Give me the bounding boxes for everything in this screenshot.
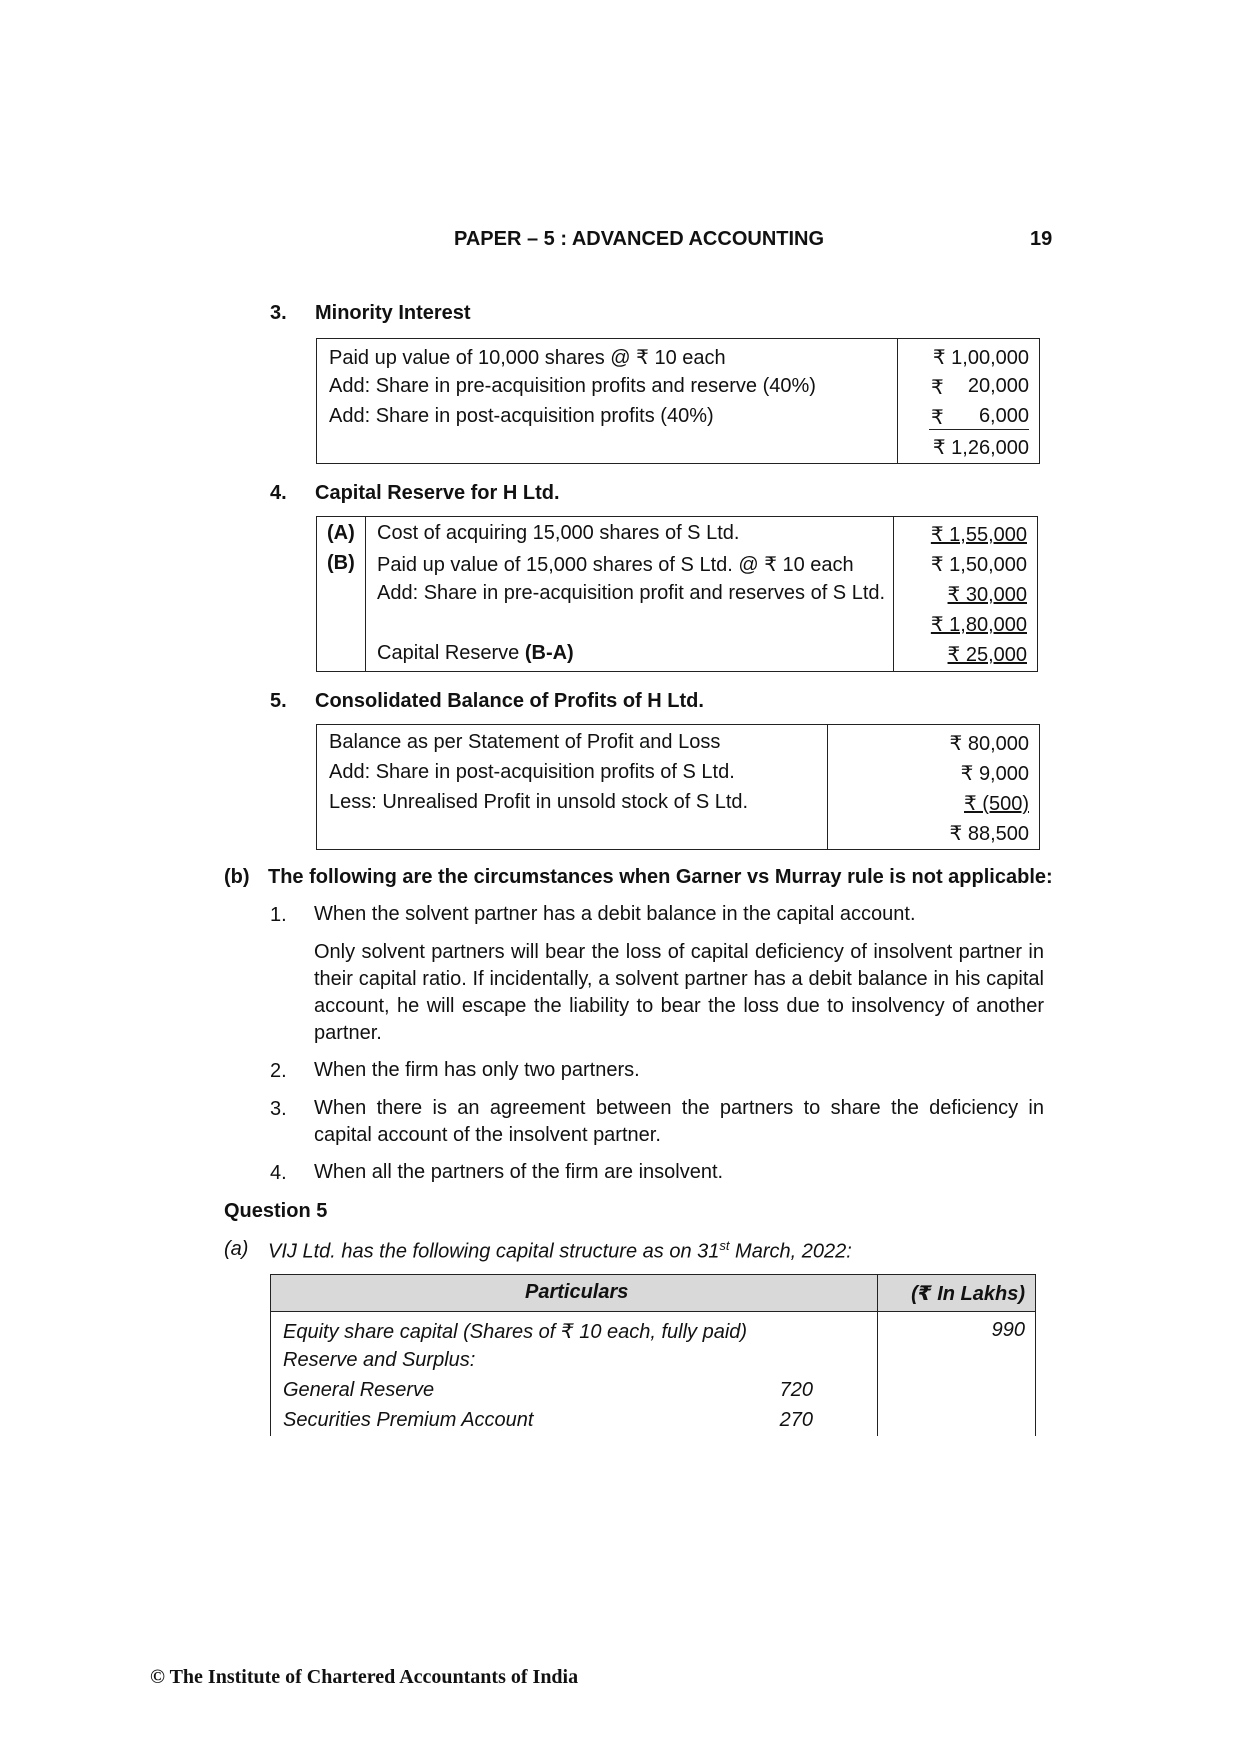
table-row-amount: ₹ (500)	[964, 793, 1029, 815]
paragraph: Only solvent partners will bear the loss of capital deficiency of insolvent partner in their capital ratio. If incidentally, a solvent partner has a debit balance in his capital account, he will escape the liability to bear the loss due to insolvency of another partner.	[314, 941, 1044, 1044]
section-title: Capital Reserve for H Ltd.	[315, 482, 560, 504]
table-row-amount: 990	[991, 1319, 1025, 1341]
list-number: 1.	[270, 904, 287, 926]
header-amount: (₹ In Lakhs)	[911, 1283, 1025, 1305]
table-row-label: Less: Unrealised Profit in unsold stock of S Ltd.	[329, 791, 749, 813]
table-row-label: Add: Share in post-acquisition profits of S Ltd.	[329, 761, 735, 783]
row-marker: (A)	[327, 522, 355, 544]
consolidated-profits-table	[316, 724, 1040, 850]
part-heading: The following are the circumstances when Garner vs Murray rule is not applicable:	[268, 866, 1053, 888]
part-marker: (b)	[224, 866, 250, 888]
table-row-amount: ₹ 1,55,000	[930, 524, 1027, 546]
table-row-amount: ₹ 1,80,000	[930, 614, 1027, 636]
table-row-label: Capital Reserve (B-A)	[377, 642, 574, 664]
rupee-symbol: ₹	[931, 377, 944, 399]
table-row-label: Securities Premium Account	[283, 1409, 534, 1431]
table-row-amount: ₹ 1,50,000	[930, 554, 1027, 576]
question-intro: VIJ Ltd. has the following capital structure as on 31st March, 2022:	[268, 1238, 852, 1263]
capital-structure-table	[270, 1274, 1036, 1436]
list-item: When the firm has only two partners.	[314, 1059, 640, 1081]
list-item: When all the partners of the firm are insolvent.	[314, 1161, 724, 1183]
list-number: 3.	[270, 1098, 287, 1120]
table-row-label: Paid up value of 15,000 shares of S Ltd. @ ₹ 10 each	[377, 554, 854, 576]
table-row-mid-amount: 720	[779, 1379, 813, 1401]
page-title: PAPER – 5 : ADVANCED ACCOUNTING	[454, 228, 825, 250]
table-row-label: Add: Share in post-acquisition profits (40%)	[329, 405, 714, 427]
page-number: 19	[1030, 228, 1053, 250]
table-row-label: Add: Share in pre-acquisition profits and reserve (40%)	[329, 375, 816, 397]
table-row-label: Add: Share in pre-acquisition profit and reserves of S Ltd.	[377, 582, 886, 604]
header-particulars: Particulars	[525, 1281, 629, 1303]
part-marker: (a)	[224, 1238, 249, 1260]
table-row-amount: ₹ 1,00,000	[932, 347, 1029, 369]
section-title: Consolidated Balance of Profits of H Ltd.	[315, 690, 704, 712]
table-row-amount: ₹ 88,500	[949, 823, 1029, 845]
rupee-symbol: ₹	[931, 407, 944, 429]
section-number: 4.	[270, 482, 287, 504]
list-item: When there is an agreement between the partners to share the deficiency in capital account of the insolvent partner.	[314, 1097, 1044, 1146]
table-row-mid-amount: 270	[779, 1409, 813, 1431]
table-row-amount: ₹ 80,000	[949, 733, 1029, 755]
table-row-amount: 20,000	[967, 375, 1029, 397]
section-number: 5.	[270, 690, 287, 712]
table-row-label: Cost of acquiring 15,000 shares of S Ltd.	[377, 522, 740, 544]
table-row-amount: ₹ 30,000	[947, 584, 1027, 606]
table-row-label: Equity share capital (Shares of ₹ 10 each, fully paid)	[283, 1321, 748, 1343]
question-title: Question 5	[224, 1200, 328, 1222]
row-marker: (B)	[327, 552, 355, 574]
capital-reserve-table	[316, 516, 1038, 672]
table-row-amount: 6,000	[978, 405, 1029, 427]
list-item: When the solvent partner has a debit balance in the capital account.	[314, 903, 916, 925]
table-row-label: General Reserve	[283, 1379, 435, 1401]
list-number: 2.	[270, 1060, 287, 1082]
table-row-label: Paid up value of 10,000 shares @ ₹ 10 each	[329, 347, 726, 369]
table-row-amount: ₹ 1,26,000	[932, 437, 1029, 459]
list-number: 4.	[270, 1162, 287, 1184]
section-title: Minority Interest	[315, 302, 471, 324]
minority-interest-table	[316, 338, 1040, 464]
amount-underline	[929, 405, 1029, 430]
section-number: 3.	[270, 302, 287, 324]
footer-copyright: © The Institute of Chartered Accountants of India	[150, 1666, 579, 1688]
table-row-label: Reserve and Surplus:	[283, 1349, 476, 1371]
table-row-amount: ₹ 25,000	[947, 644, 1027, 666]
table-row-label: Balance as per Statement of Profit and Loss	[329, 731, 721, 753]
table-row-amount: ₹ 9,000	[960, 763, 1029, 785]
